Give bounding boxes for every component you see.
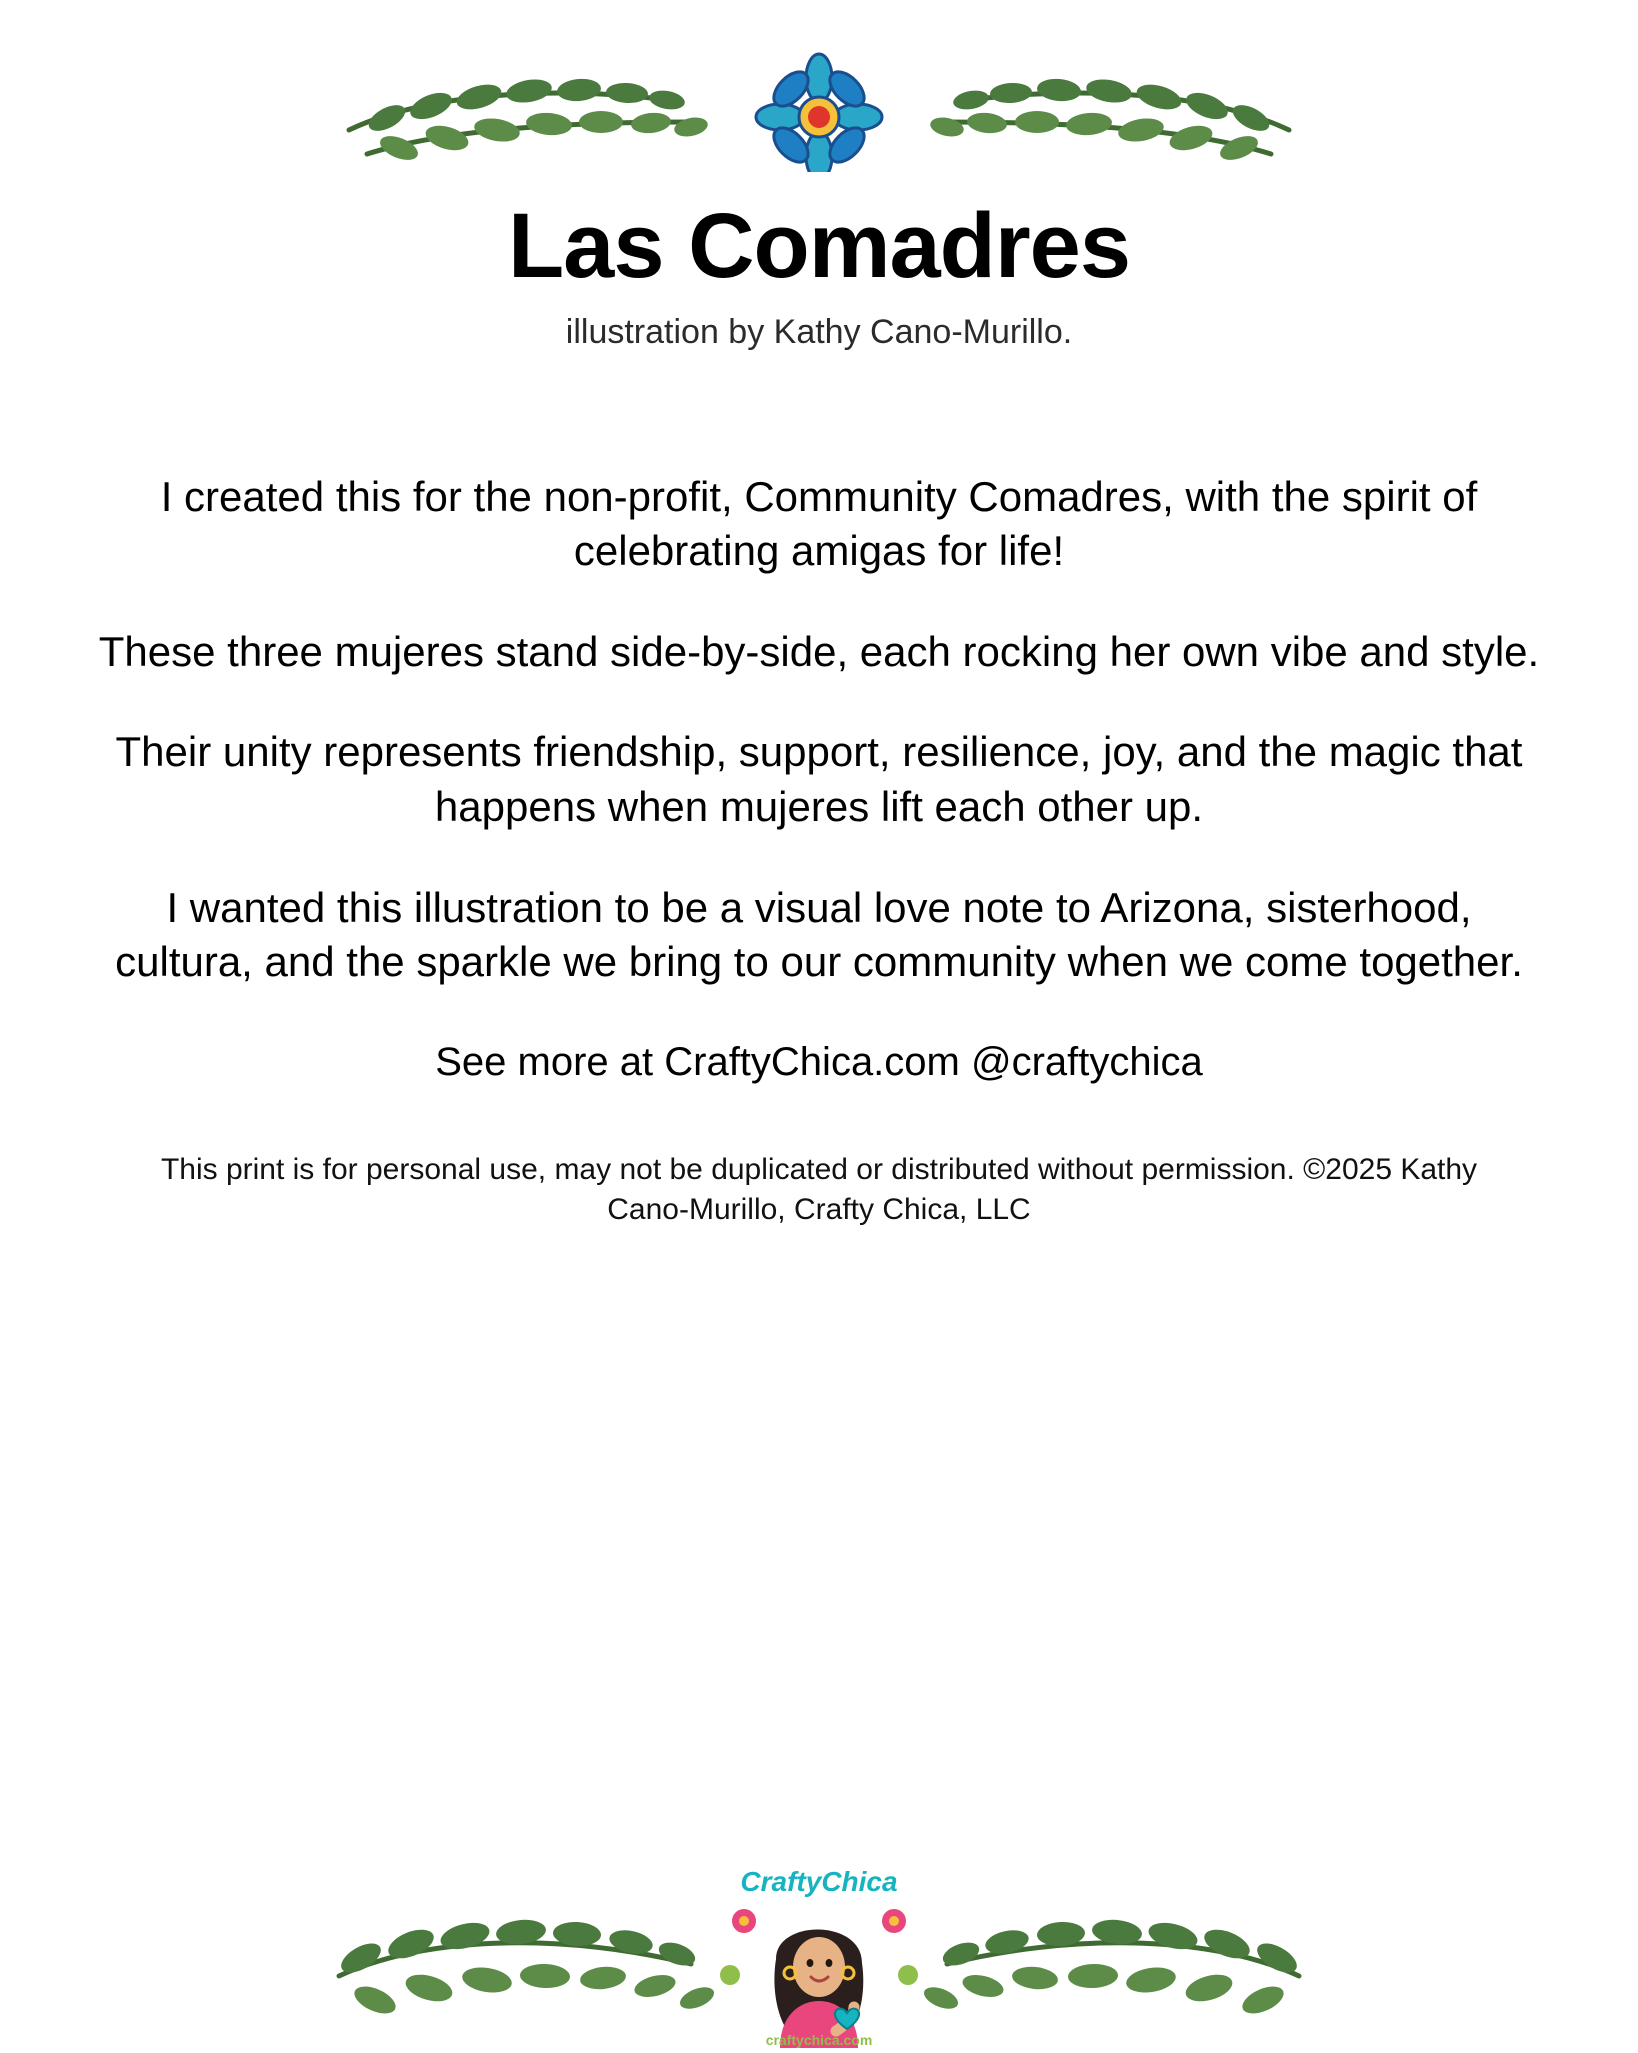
crafty-chica-logo[interactable] bbox=[714, 1863, 924, 2048]
copyright-fineprint: This print is for personal use, may not be duplicated or distributed without permission. ©2025 Kathy Cano-Murillo, Crafty Chica, LLC bbox=[160, 1152, 1478, 1227]
bottom-ornament-area bbox=[0, 1848, 1638, 2048]
crafty-chica-logo-icon bbox=[714, 1863, 924, 2048]
top-ornament bbox=[339, 52, 1299, 172]
logo-wordmark-top: CraftyChica bbox=[740, 1866, 898, 1897]
center-flower-icon bbox=[756, 54, 882, 172]
bottom-ornament bbox=[319, 1858, 1319, 2048]
see-more-line: See more at CraftyChica.com @craftychica bbox=[435, 1039, 1203, 1084]
paragraph-3: Their unity represents friendship, support, resilience, joy, and the magic that happens when mujeres lift each other up. bbox=[115, 728, 1523, 830]
logo-wordmark-bottom: craftychica.com bbox=[765, 2032, 873, 2048]
floral-laurel-divider-icon bbox=[339, 52, 1299, 172]
paragraph-2: These three mujeres stand side-by-side, each rocking her own vibe and style. bbox=[98, 627, 1540, 675]
paragraph-4: I wanted this illustration to be a visual love note to Arizona, sisterhood, cultura, and the sparkle we bring to our community when we come together. bbox=[115, 883, 1523, 986]
paragraph-1: I created this for the non-profit, Community Comadres, with the spirit of celebrating amigas for life! bbox=[160, 472, 1478, 575]
body-copy bbox=[94, 470, 1544, 1231]
page-subtitle: illustration by Kathy Cano-Murillo. bbox=[565, 312, 1073, 351]
page-title: Las Comadres bbox=[507, 195, 1131, 297]
